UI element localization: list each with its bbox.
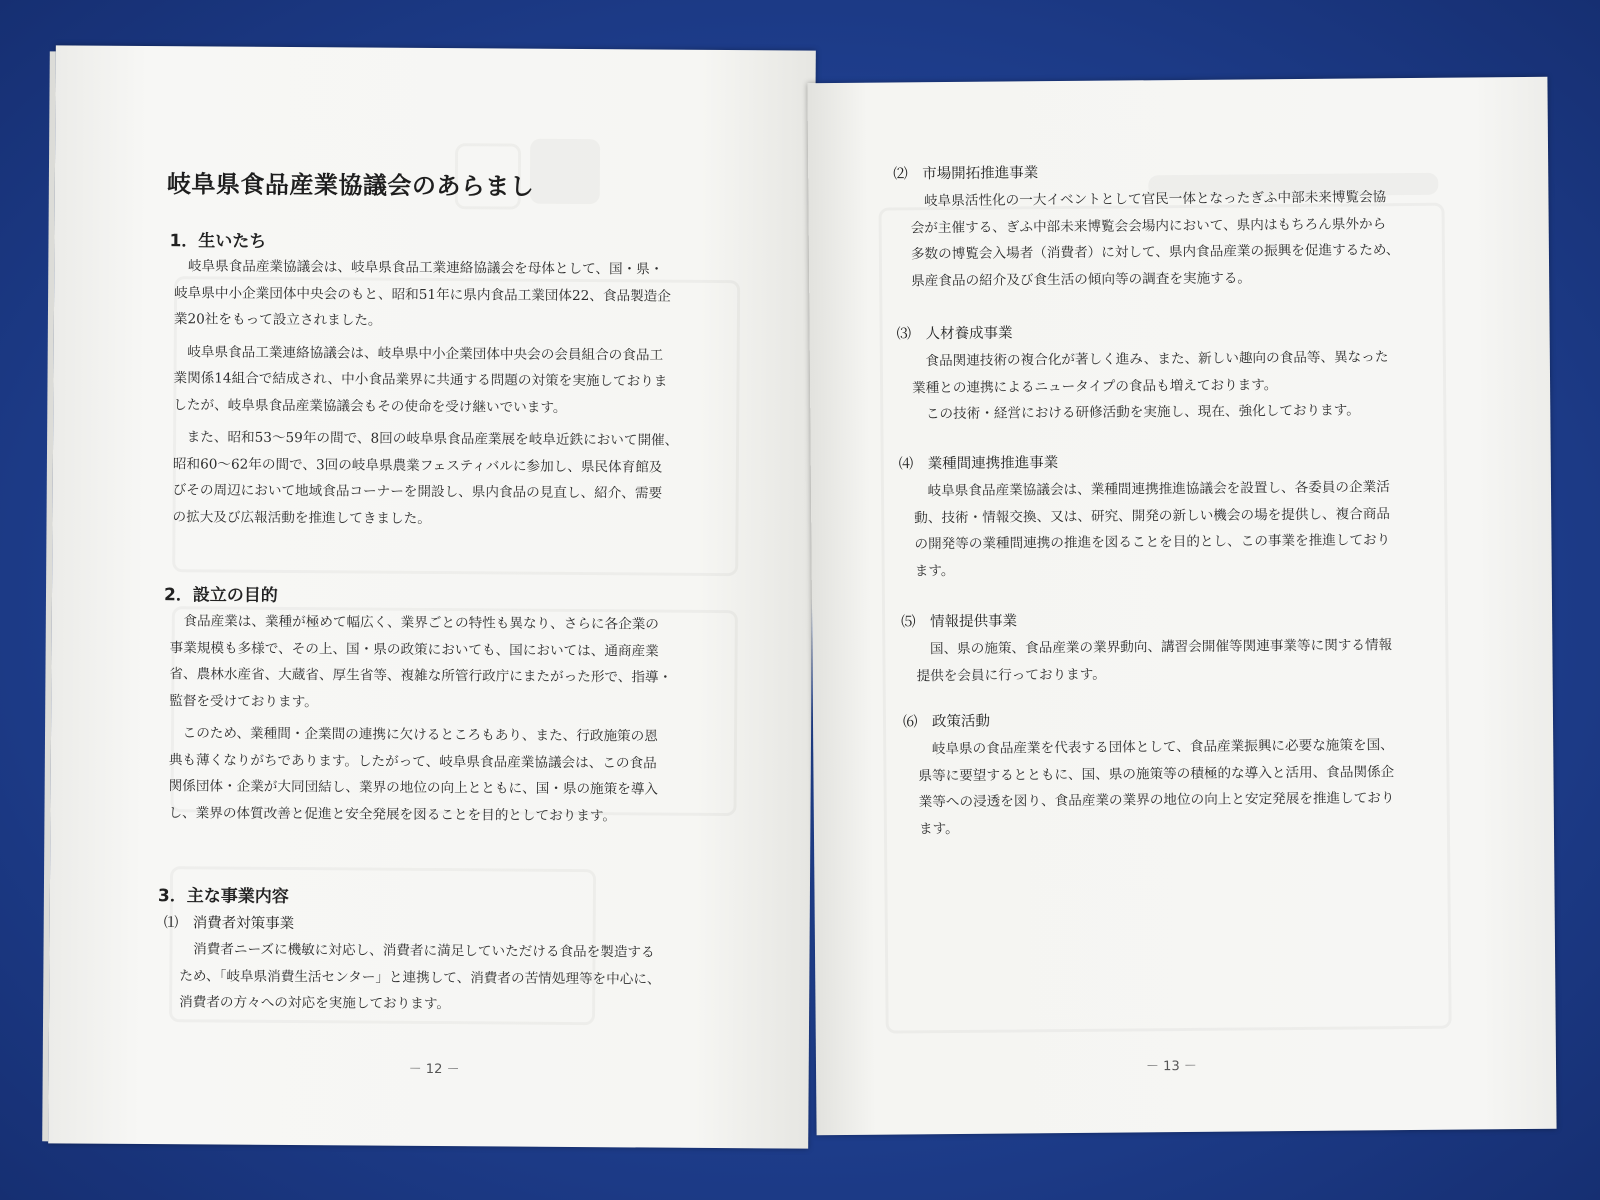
section-heading: 3．主な事業内容 bbox=[157, 886, 289, 908]
sub-heading: ⑴ 消費者対策事業 bbox=[163, 915, 295, 933]
section-body: 岐阜県食品産業協議会は、岐阜県食品工業連絡協議会を母体として、国・県・ 岐阜県中小企業団体中央会のもと、昭和51年に県内食品工業団体22、食品製造企 業20社をもって設立されました。 岐阜県食品工業連絡協議会は、岐阜県中小企業団体中央会の会員組合の食品工 業関係14組合で結成され、中小食品業界に共通する問題の対策を実施しておりま したが、岐阜県食品産業協議会もその使命を受け継いでいます。 また、昭和53～59年の間で、8回の岐阜県食品産業展を岐阜近鉄において開催、 昭和60～62年の間で、3回の岐阜県農業フェスティバルに参加し、県民体育館及 びその周辺において地域食品コーナーを開設し、県内食品の見直し、紹介、需要 の拡大及び広報活動を推進してきました。 bbox=[172, 258, 679, 527]
show-through-mark bbox=[530, 139, 600, 204]
item-body: 国、県の施策、食品産業の業界動向、講習会開催等関連事業等に関する情報 提供を会員に行っております。 bbox=[916, 637, 1393, 684]
item-body: 食品関連技術の複合化が著しく進み、また、新しい趣向の食品等、異なった 業種との連携によるニュータイプの食品も増えております。 この技術・経営における研修活動を実施し、現在、強化しております。 bbox=[911, 349, 1389, 423]
section-body: 食品産業は、業種が極めて幅広く、業界ごとの特性も異なり、さらに各企業の 事業規模も多様で、その上、国・県の政策においても、国においては、通商産業 省、農林水産省、大蔵省、厚生省等、複雑な所管行政庁にまたがった形で、指導・ 監督を受けております。 このため、業種間・企業間の連携に欠けるところもあり、また、行政施策の恩 典も薄くなりがちであります。したがって、岐阜県食品産業協議会は、この食品 関係団体・企業が大同団結し、業界の地位の向上とともに、国・県の施策を導入 し、業界の体質改善と促進と安全発展を図ることを目的としております。 bbox=[168, 613, 673, 824]
item-body: 岐阜県の食品産業を代表する団体として、食品産業振興に必要な施策を国、 県等に要望するとともに、国、県の施策等の積極的な導入と活用、食品関係企 業等への浸透を図り、食品産業の業界の地位の向上と安定発展を推進しており ます。 bbox=[918, 737, 1395, 837]
item-heading: ⑷ 業種間連携推進事業 bbox=[898, 455, 1059, 473]
page-title: 岐阜県食品産業協議会のあらまし bbox=[166, 170, 535, 201]
section-heading: 2．設立の目的 bbox=[163, 585, 278, 606]
item-heading: ⑸ 情報提供事業 bbox=[901, 613, 1018, 631]
page-number: － 12 － bbox=[408, 1061, 460, 1078]
page-number: － 13 － bbox=[1145, 1058, 1197, 1075]
item-body: 岐阜県食品産業協議会は、業種間連携推進協議会を設置し、各委員の企業活 動、技術・情報交換、又は、研究、開発の新しい機会の場を提供し、複合商品 の開発等の業種間連携の推進を図ることを目的とし、この事業を推進しており ます。 bbox=[913, 479, 1391, 579]
section-heading: 1．生いたち bbox=[169, 231, 267, 252]
item-heading: ⑹ 政策活動 bbox=[902, 713, 991, 731]
item-heading: ⑶ 人材養成事業 bbox=[896, 325, 1013, 343]
left-page bbox=[48, 45, 816, 1148]
section-body: 消費者ニーズに機敏に対応し、消費者に満足していただける食品を製造する ため、「岐阜県消費生活センター」と連携して、消費者の苦情処理等を中心に、 消費者の方々への対応を実施しております。 bbox=[179, 941, 661, 1013]
item-body: 岐阜県活性化の一大イベントとして官民一体となったぎふ中部未来博覧会協 会が主催する、ぎふ中部未来博覧会会場内において、県内はもちろん県外から 多数の博覧会入場者（消費者）に対して、県内食品産業の振興を促進するため、 県産食品の紹介及び食生活の傾向等の調査を実施する。 bbox=[910, 189, 1400, 289]
item-heading: ⑵ 市場開拓推進事業 bbox=[893, 165, 1039, 183]
right-page bbox=[807, 77, 1556, 1135]
